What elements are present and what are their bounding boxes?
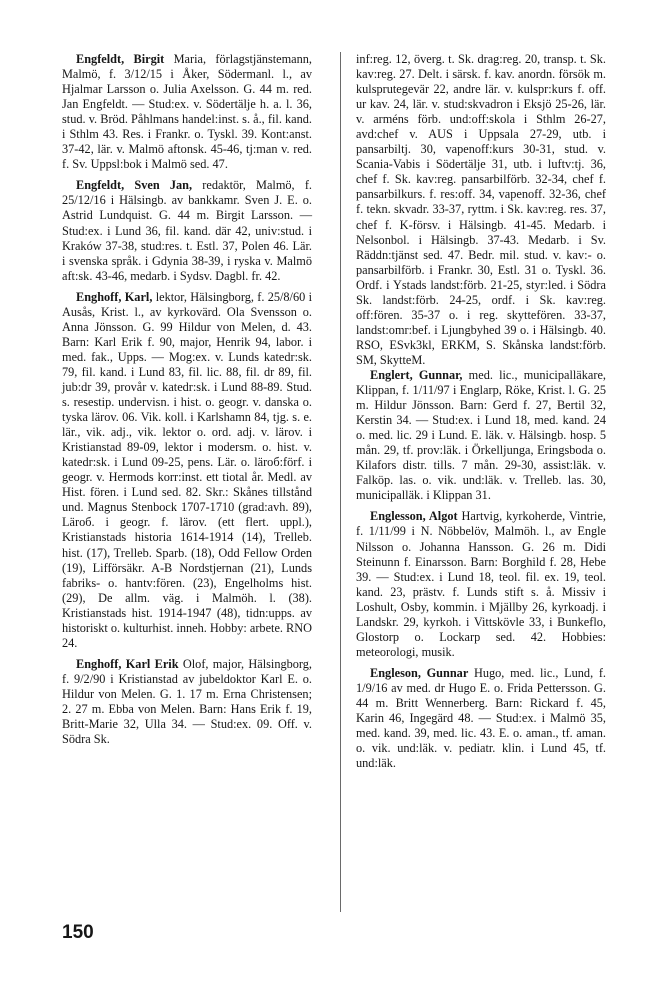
entry-text: Olof, major, Hälsingborg, f. 9/2/90 i Kristianstad av jubeldoktor Karl E. o. Hildur von Melen. G. 1. 17 m. Erna Christensen; 2. 27 m. Ebba von Melen. Barn: Hans Erik f. 19, Britt-Marie 32, Ulla 34. — Stud:ex. 09. Off. v. Södra Sk. <box>62 656 313 747</box>
entry-name: Englert, Gunnar, <box>370 367 463 382</box>
entry-engfeldt-birgit <box>62 52 312 172</box>
entry-name: Enghoff, Karl Erik <box>76 656 179 671</box>
entry-text: Maria, förlagstjänstemann, Malmö, f. 3/12/15 i Åker, Södermanl. l., av Hjalmar Larsson o. Julia Axelsson. G. 44 m. red. Jan Engfeldt. — Stud:ex. v. Södertälje h. a. l. 36, stud. v. Bröd. Påhlmans handel:inst. s. å., fil. kand. i Sthlm 43. Res. i Frankr. o. Tyskl. 39. Kont:anst. 37-42, lär. v. Malmö aftonsk. 45-46, tj:man v. red. f. Sv. Uppsl:bok i Malmö sed. 47. <box>62 52 312 172</box>
entry-name: Englesson, Algot <box>370 509 458 524</box>
left-column <box>62 52 312 747</box>
entry-englesson-algot <box>356 509 606 659</box>
right-column <box>356 52 606 771</box>
entry-englert-gunnar <box>356 368 606 503</box>
entry-continuation: inf:reg. 12, överg. t. Sk. drag:reg. 20, transp. t. Sk. kav:reg. 27. Delt. i särsk. f. kav. anordn. försök m. kulsprutegevär 22, andre lär. v. kulspr:kurs f. off. ur kav. 24, lär. v. stud:skvadron i Eksjö 25-26, lär. v. arméns förb. und:off:skola i Sthlm 26-27, avd:chef v. AUS i Uppsala 27-29, utb. i pansarbiltj. 30, vapenoff:kurs 30-31, stud. v. Scania-Vabis i Södertälje 31, utb. i luftv:tj. 36, chef f. Sk. kav:reg. pansarbilförb. 32-34, chef f. pansarbilkurs. f. res:off. 34, vapenoff. 32-36, chef f. tekn. skvadr. 33-37, ryttm. i Sk. kav:reg. res. 37, chef f. K-försv. i Hälsingb. 41-45. Medarb. i Nelsonbol. i Hälsingb. 37-43. Medarb. i Sv. Räddn:tjänst sed. 47. Bedr. mil. stud. v. kav:- o. pansarbilförb. i Frankr. 30, Estl. 31 o. Tyskl. 36. Ordf. i Ystads landst:förb. 21-25, styr:led. i Södra Sk. landst:förb. 24-25, ordf. i Sk. kav:reg. off:fören. 35-37 o. i reg. skyttefören. 33-37, landst:omr:bef. i Ljungbyhed 39 o. i Hälsingb. 40. RSO, ESvk3kl, ERKM, S. Skånska landst:förb. SM, SkytteM. <box>356 52 606 367</box>
page-number: 150 <box>62 922 94 943</box>
entry-engleson-gunnar <box>356 666 606 771</box>
entry-text: med. lic., municipalläkare, Klippan, f. 1/11/97 i Englarp, Röke, Krist. l. G. 25 m. Hildur Jönsson. Barn: Gerd f. 27, Bertil 32, Kerstin 34. — Stud:ex. i Lund 18, med. kand. 24 o. med. lic. 29 i Lund. E. läk. v. Hälsingb. hosp. 5 mån. 29, tf. prov:läk. i Örkelljunga, Eringsboda o. Kilafors distr. tills. 7 mån. 29-30, assist:läk. v. Falköp. las. o. vik. und:läk. v. Trelleb. las. 30, municipalläk. i Klippan 31. <box>356 367 606 503</box>
entry-text: Hartvig, kyrkoherde, Vintrie, f. 1/11/99 i N. Nöbbelöv, Malmöh. l., av Engle Nilsson o. Johanna Hansson. G. 26 m. Didi Steinunn f. Einarsson. Barn: Borghild f. 28, Hebe 39. — Stud:ex. i Lund 18, teol. fil. ex. 19, teol. kand. 23, prästv. f. Lunds stift s. å. Missiv i Loshult, Osby, kommin. i Mjällby 26, kyrkoadj. i Landskr. 29, kyrkoh. i Vittskövle 33, i Bunkeflo, Glostorp o. Lockarp sed. 42. Hobbies: meteorologi, musik. <box>356 509 606 659</box>
entry-name: Engleson, Gunnar <box>370 665 469 680</box>
entry-enghoff-karl <box>62 290 312 651</box>
entry-name: Enghoff, Karl, <box>76 289 153 304</box>
entry-text: lektor, Hälsingborg, f. 25/8/60 i Ausås, Krist. l., av kyrkovärd. Ola Svensson o. Anna Jönsson. G. 99 Hildur von Melen, d. 43. Barn: Karl Erik f. 90, major, Henrik 94, labor. i med. fak., Upps. — Mog:ex. v. Lunds katedr:sk. 79, fil. kand. i Lund 83, fil. lic. 88, fil. dr 89, fil. jub:dr 39, provår v. katedr:sk. i Lund 88-89. Stud. s. resestip. undervisn. i hist. o. geogr. v. danska o. tyska lärov. 06. Vik. koll. i Karlshamn 84, tjg. s. e. lär., vik. adj., vik. lektor o. ord. adj. v. lärov. i Kristianstad 89-09, lektor i modersm. o. hist. v. katedr:sk. i Lund 09-25, pens. Lär. o. läroб:förf. i geogr. v. Hermods korr:inst. ett tiotal år. Medl. av Hist. fören. i Lund sed. 82. Skr.: Skånes tillstånd und. Magnus Stenbock 1707-1710 (grad:avh. 89), Läroб. i geogr. f. lärov. (ett flert. uppl.), Kristianstads historia 1614-1914 (14), Trelleb. hist. (17), Trelleb. Sparb. (18), Odd Fellow Orden (19), Lifförsäkr. A-B Nordstjernan (21), Lunds fabriks- o. hantv:fören. (23), Engelholms hist. (29), De allm. väg. i Malmöh. l. (38). Kristianstads hist. 1914-1947 (48), tidn:upps. av historiskt o. kulturhist. inneh. Hobby: arbete. RNO 24. <box>62 289 313 650</box>
entry-text: Hugo, med. lic., Lund, f. 1/9/16 av med. dr Hugo E. o. Frida Pettersson. G. 44 m. Britt Wennerberg. Barn: Rickard f. 45, Karin 46, Ingegärd 48. — Stud:ex. i Malmö 35, med. kand. 39, med. lic. 43. E. o. aman., tf. aman. o. vik. und:läk. v. pediatr. klin. i Lund 45, tf. und:läk. <box>356 665 606 771</box>
entry-name: Engfeldt, Sven Jan, <box>76 178 193 193</box>
entry-engfeldt-sven-jan <box>62 178 312 283</box>
column-divider <box>340 52 341 912</box>
entry-text: redaktör, Malmö, f. 25/12/16 i Hälsingb. av bankkamr. Sven J. E. o. Astrid Lundquist. G. 44 m. Birgit Larsson. — Stud:ex. i Lund 36, fil. kand. där 42, univ:stud. i Kraków 37-38, stud:res. t. Estl. 37, Polen 46. Lär. i svenska språk. i Gdynia 38-39, i ryska v. Malmö aft:sk. 43-46, medarb. i Sydsv. Dagbl. fr. 42. <box>62 178 312 283</box>
entry-name: Engfeldt, Birgit <box>76 52 165 66</box>
entry-enghoff-karl-erik <box>62 657 312 747</box>
